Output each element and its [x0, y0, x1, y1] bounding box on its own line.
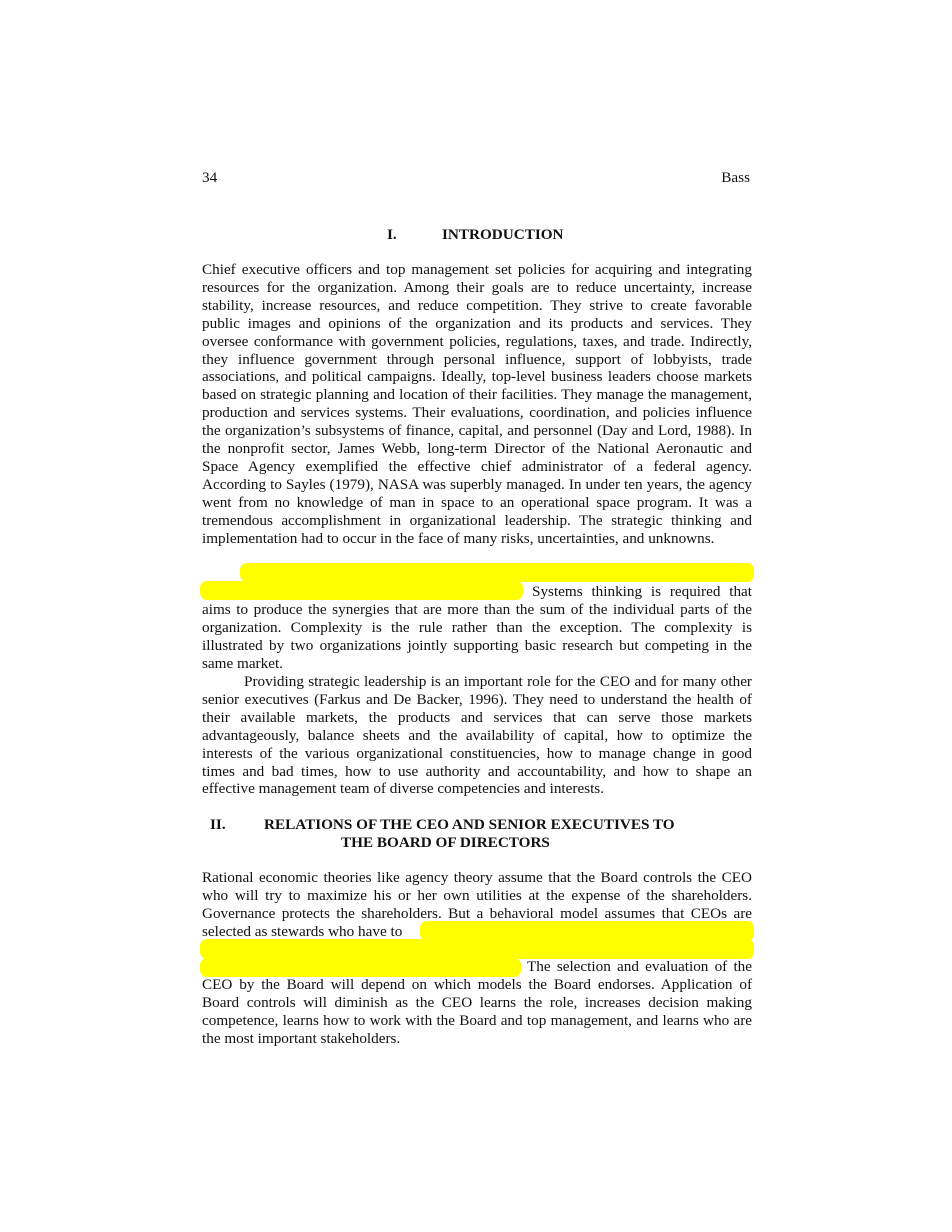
intro-paragraph-1: Chief executive officers and top management set policies for acquiring and integrating resources for the organization. Among their goals are to reduce uncertainty, increase stability, increase resources, and reduce competition. They strive to create favorable public images and opinions of the organization and its products and services. They oversee conformance with government policies, regulations, taxes, and trade. Indirectly, they influence government through personal influence, support of lobbyists, trade associations, and political campaigns. Ideally, top-level business leaders choose markets based on strategic planning and location of their facilities. They manage the management, production and services systems. Their evaluations, coordination, and policies influence the organization’s subsystems of finance, capital, and personnel (Day and Lord, 1988). In the nonprofit sector, James Webb, long-term Director of the National Aeronautic and Space Agency exemplified the effective chief administrator of a federal agency. According to Sayles (1979), NASA was superbly managed. In under ten years, the agency went from no knowledge of man in space to an operational space program. It was a tremendous accomplishment in organizational leadership. The strategic thinking and implementation had to occur in the face of many risks, uncertainties, and unknowns. [202, 261, 752, 547]
section-2-paragraph-1-end: The selection and evaluation of the CEO by the Board will depend on which models the Board endorses. Application of Board controls will diminish as the CEO learns the role, increases decision making competence, learns how to work with the Board and top management, and learns who are the most important stakeholders. [202, 958, 752, 1047]
page-header [202, 169, 750, 187]
redaction-highlight [240, 563, 754, 582]
section-2-title-line-1: RELATIONS OF THE CEO AND SENIOR EXECUTIVES TO [264, 816, 675, 833]
redaction-highlight [200, 939, 754, 959]
running-head: Bass [721, 169, 750, 186]
page-number: 34 [202, 169, 218, 186]
section-1-title: INTRODUCTION [442, 226, 564, 243]
section-2-title-line-2: THE BOARD OF DIRECTORS [341, 834, 550, 851]
intro-paragraph-3: Providing strategic leadership is an important role for the CEO and for many other senior executives (Farkus and De Backer, 1996). They need to understand the health of their available markets, the products and services that can serve those markets advantageously, balance sheets and the availability of capital, how to optimize the interests of the various organizational constituencies, how to manage change in good times and bad times, how to use authority and accountability, and how to shape an effective management team of diverse competencies and interests. [202, 673, 752, 798]
intro-paragraph-2: Systems thinking is required that aims to produce the synergies that are more than the sum of the individual parts of the organization. Complexity is the rule rather than the exception. The complexity is illustrated by two organizations jointly supporting basic research but competing in the same market. [202, 583, 752, 672]
section-1-number: I. [387, 226, 397, 243]
section-2-paragraph-1-start: Rational economic theories like agency theory assume that the Board controls the CEO who will try to maximize his or her own utilities at the expense of the shareholders. Governance protects the shareholders. But a behavioral model assumes that CEOs are selected as stewards who have to [202, 869, 752, 940]
section-2-number: II. [210, 816, 226, 833]
